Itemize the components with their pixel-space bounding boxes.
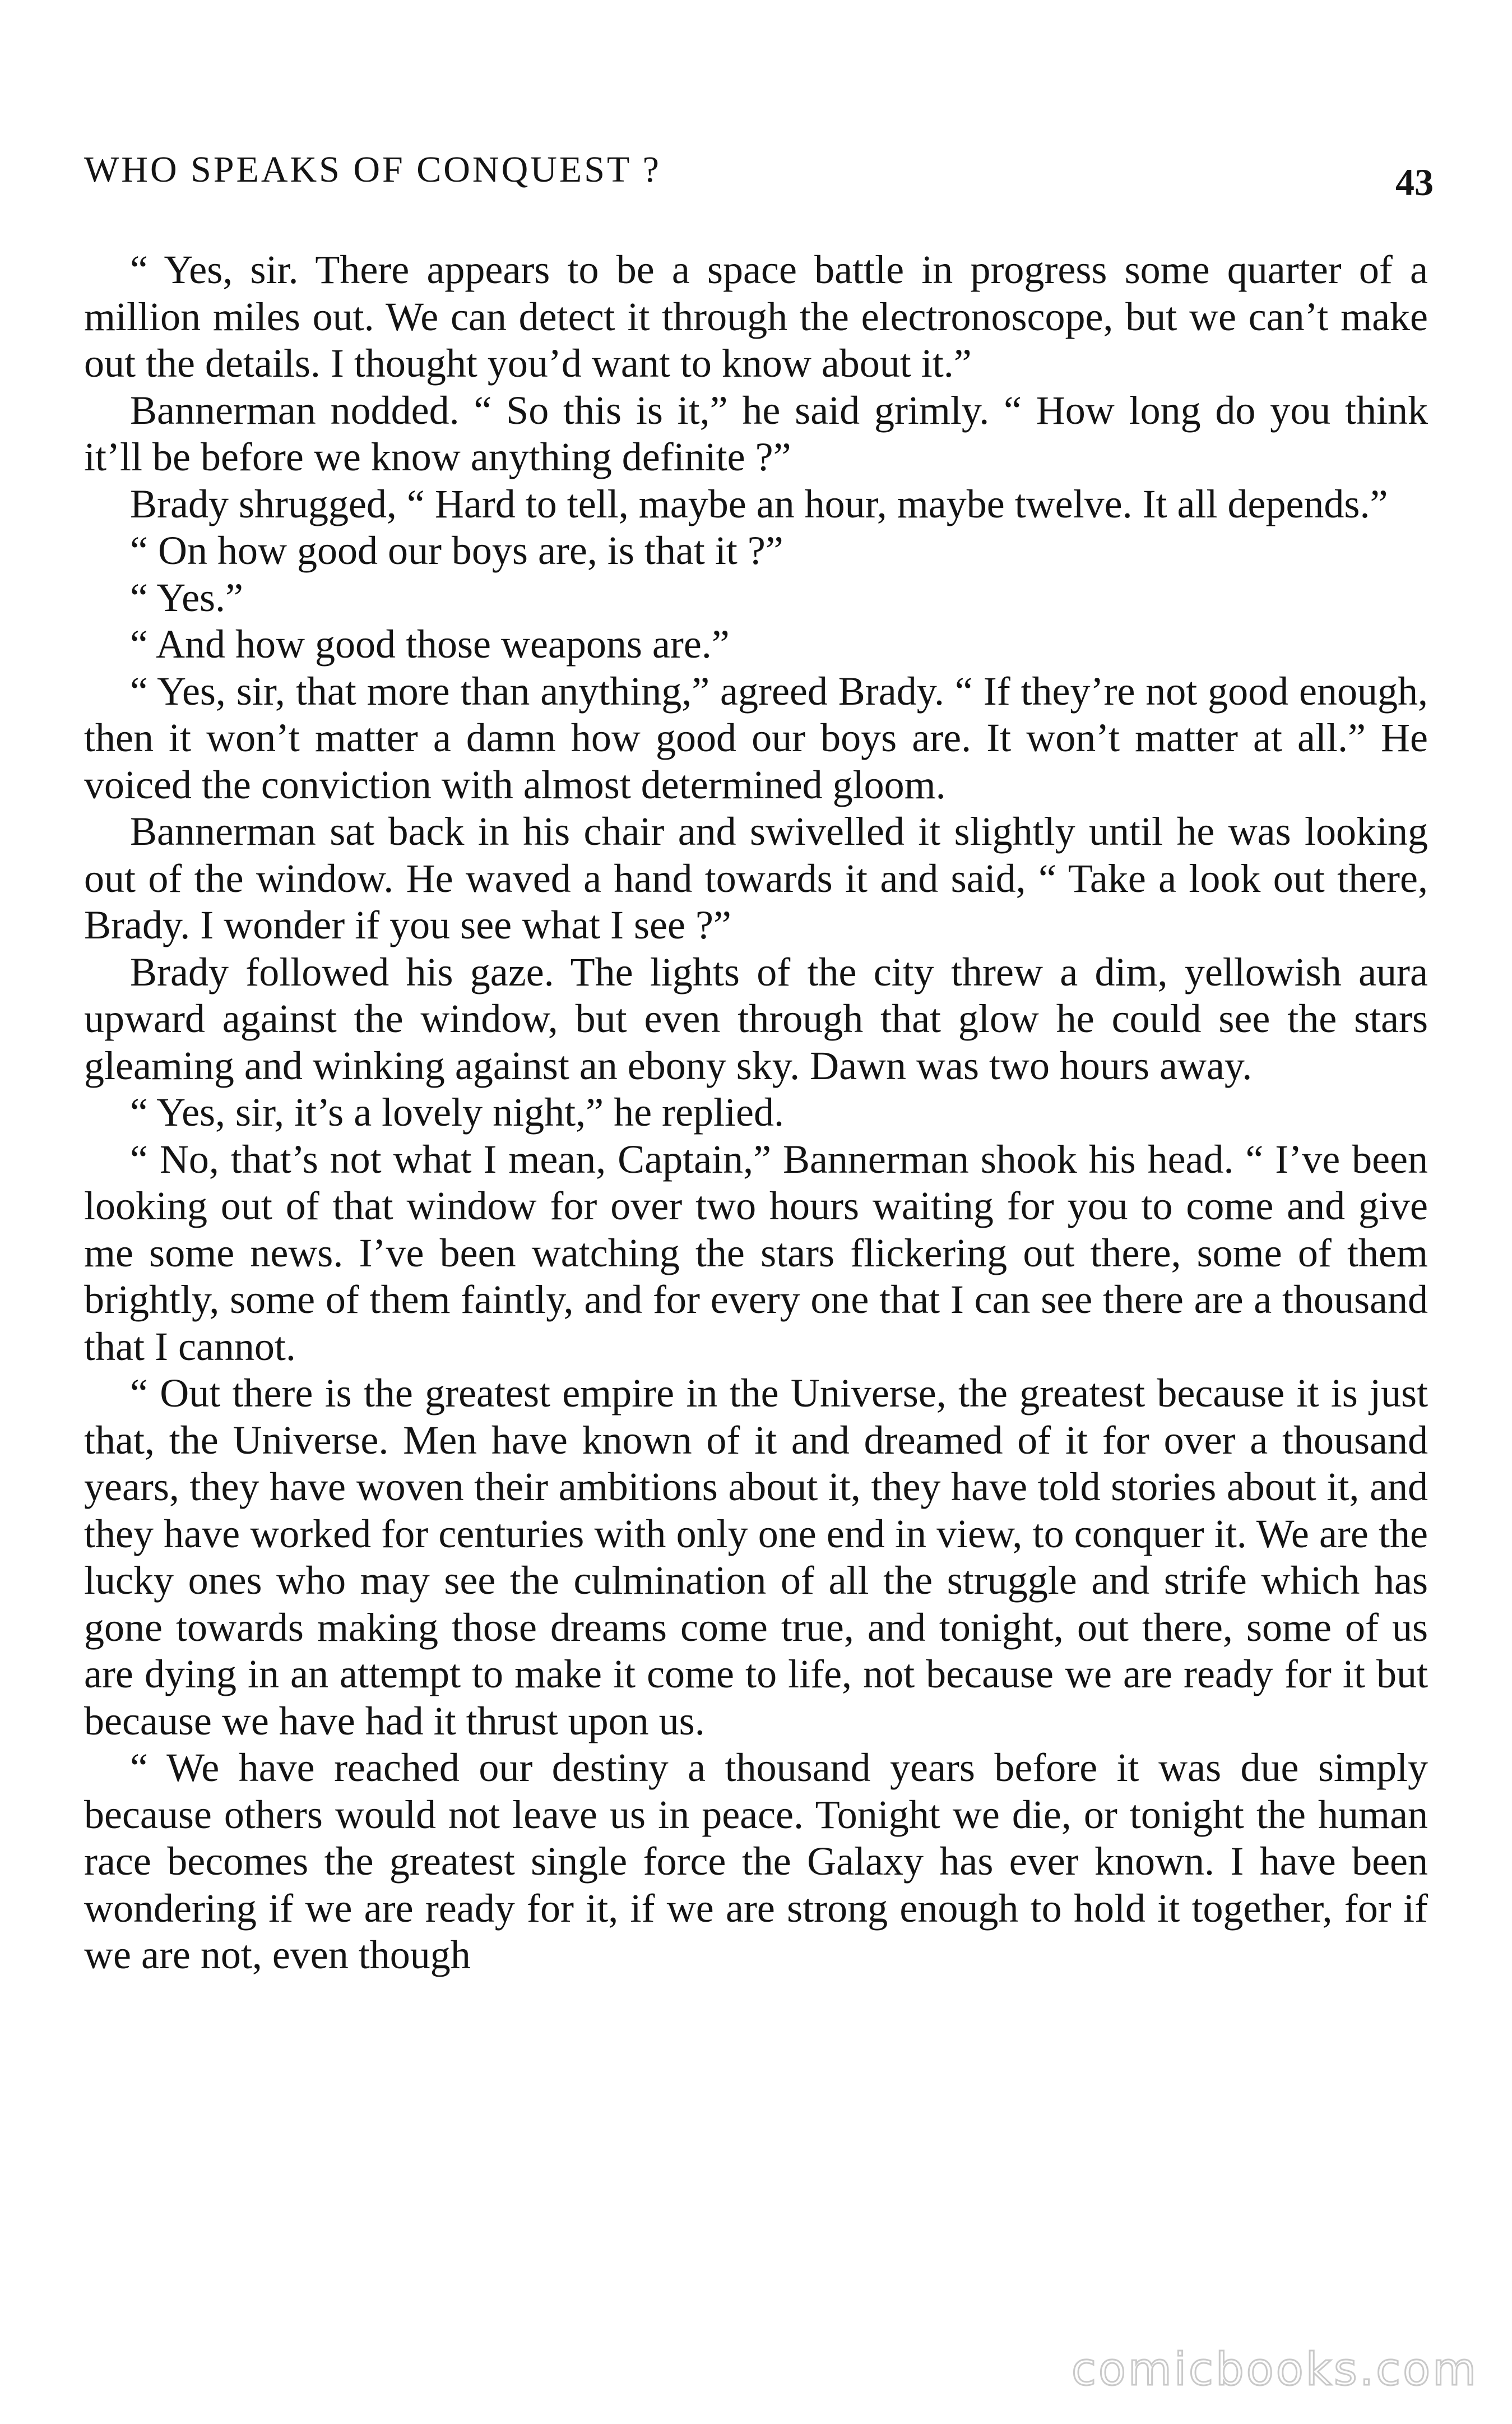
watermark-logo: comicbooks.com <box>1071 2343 1478 2395</box>
page-number: 43 <box>1395 161 1434 203</box>
paragraph: “ No, that’s not what I mean, Captain,” Bannerman shook his head. “ I’ve been looking out of that window for over two hours waiting for you to come and give me some news. I’ve been watching the stars flickering out there, some of them brightly, some of them faintly, and for every one that I can see there are a thousand that I cannot. <box>84 1136 1428 1369</box>
paragraph: Bannerman nodded. “ So this is it,” he said grimly. “ How long do you think it’ll be before we know anything definite ?” <box>84 387 1428 479</box>
body-text <box>84 247 1428 1979</box>
paragraph: “ Yes.” <box>130 575 244 620</box>
paragraph: “ Yes, sir. There appears to be a space battle in progress some quarter of a million miles out. We can detect it through the electronoscope, but we can’t make out the details. I thought you’d want to know about it.” <box>84 247 1428 386</box>
paragraph: “ Yes, sir, it’s a lovely night,” he replied. <box>130 1090 784 1135</box>
paragraph: Brady shrugged, “ Hard to tell, maybe an hour, maybe twelve. It all depends.” <box>130 481 1388 526</box>
paragraph: Brady followed his gaze. The lights of the city threw a dim, yellowish aura upward against the window, but even through that glow he could see the stars gleaming and winking against an ebony sky. Dawn was two hours away. <box>84 949 1428 1088</box>
paragraph: “ Yes, sir, that more than anything,” agreed Brady. “ If they’re not good enough, then it won’t matter a damn how good our boys are. It won’t matter at all.” He voiced the conviction with almost determined gloom. <box>84 668 1428 807</box>
running-title: WHO SPEAKS OF CONQUEST ? <box>84 149 661 190</box>
paragraph: “ And how good those weapons are.” <box>130 622 730 667</box>
paragraph: “ On how good our boys are, is that it ?” <box>130 528 783 573</box>
paragraph: “ We have reached our destiny a thousand years before it was due simply because others would not leave us in peace. Tonight we die, or tonight the human race becomes the greatest single force the Galaxy has ever known. I have been wondering if we are ready for it, if we are strong enough to hold it together, for if we are not, even though <box>84 1745 1428 1977</box>
paragraph: “ Out there is the greatest empire in the Universe, the greatest because it is just that, the Universe. Men have known of it and dreamed of it for over a thousand years, they have woven their ambitions about it, they have told stories about it, and they have worked for centuries with only one end in view, to conquer it. We are the lucky ones who may see the culmination of all the struggle and strife which has gone towards making those dreams come true, and tonight, out there, some of us are dying in an attempt to make it come to life, not because we are ready for it but because we have had it thrust upon us. <box>84 1371 1428 1743</box>
paragraph: Bannerman sat back in his chair and swivelled it slightly until he was looking out of the window. He waved a hand towards it and said, “ Take a look out there, Brady. I wonder if you see what I see ?” <box>84 809 1428 947</box>
